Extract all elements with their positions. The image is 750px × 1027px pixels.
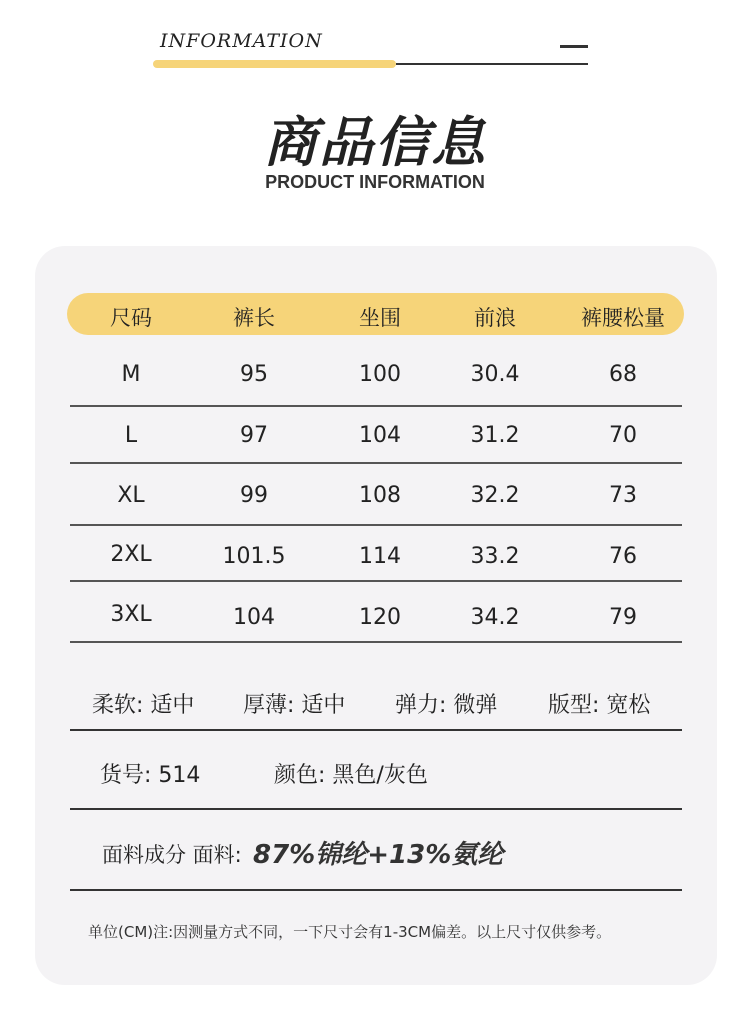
attr-thickness-label: 厚薄: [243,693,295,718]
attr-fit-value: 宽松 [606,693,651,718]
cell-waist-ease: 76 [609,544,637,569]
cell-front-rise: 33.2 [470,544,520,569]
cell-seat: 108 [359,483,401,508]
section-divider [70,889,682,891]
decor-line [396,63,588,65]
item-color [274,758,428,789]
cell-length: 104 [233,605,275,630]
attr-elasticity-value: 微弹 [453,693,498,718]
cell-length: 101.5 [222,544,286,569]
attr-softness-value: 适中 [150,693,195,718]
header-front-rise: 前浪 [474,306,516,330]
fabric-value: 87%锦纶+13%氨纶 [253,840,504,870]
header-length: 裤长 [233,306,275,330]
cell-front-rise: 32.2 [470,483,520,508]
cell-length: 95 [240,362,268,387]
cell-size: 2XL [110,542,152,567]
cell-seat: 114 [359,544,401,569]
item-color-label: 颜色: [274,763,326,788]
attr-elasticity [395,688,497,719]
row-divider [70,405,682,407]
attr-softness [92,688,194,719]
fabric-label: 面料成分 面料: [102,843,242,867]
information-label: INFORMATION [160,30,323,52]
row-divider [70,524,682,526]
size-note: 单位(CM)注:因测量方式不同，一下尺寸会有1-3CM偏差。以上尺寸仅供参考。 [88,923,612,941]
cell-seat: 104 [359,423,401,448]
cell-seat: 100 [359,362,401,387]
cell-front-rise: 31.2 [470,423,520,448]
row-divider [70,580,682,582]
cell-length: 97 [240,423,268,448]
attr-softness-label: 柔软: [92,693,144,718]
cell-front-rise: 34.2 [470,605,520,630]
attr-thickness-value: 适中 [301,693,346,718]
item-number-value: 514 [158,763,201,788]
page-title: 商品信息 [263,111,487,174]
decor-yellow-bar [153,60,396,68]
attr-fit-label: 版型: [548,693,600,718]
page-subtitle: PRODUCT INFORMATION [265,172,485,192]
cell-size: 3XL [110,602,152,627]
section-divider [70,729,682,731]
item-number-label: 货号: [100,763,152,788]
attr-thickness [243,688,345,719]
item-color-value: 黑色/灰色 [332,763,428,788]
cell-size: L [124,423,138,448]
attr-fit [548,688,650,719]
cell-waist-ease: 73 [609,483,637,508]
row-divider [70,462,682,464]
decor-dash [560,45,588,48]
attr-elasticity-label: 弹力: [395,693,447,718]
cell-length: 99 [240,483,268,508]
cell-size: M [121,362,141,387]
cell-seat: 120 [359,605,401,630]
section-divider [70,808,682,810]
item-number [100,758,200,789]
cell-front-rise: 30.4 [470,362,520,387]
cell-waist-ease: 68 [609,362,637,387]
header-size: 尺码 [110,306,152,330]
header-waist-ease: 裤腰松量 [581,306,665,330]
header-seat: 坐围 [359,306,401,330]
cell-size: XL [117,483,145,508]
row-divider [70,641,682,643]
cell-waist-ease: 70 [609,423,637,448]
cell-waist-ease: 79 [609,605,637,630]
